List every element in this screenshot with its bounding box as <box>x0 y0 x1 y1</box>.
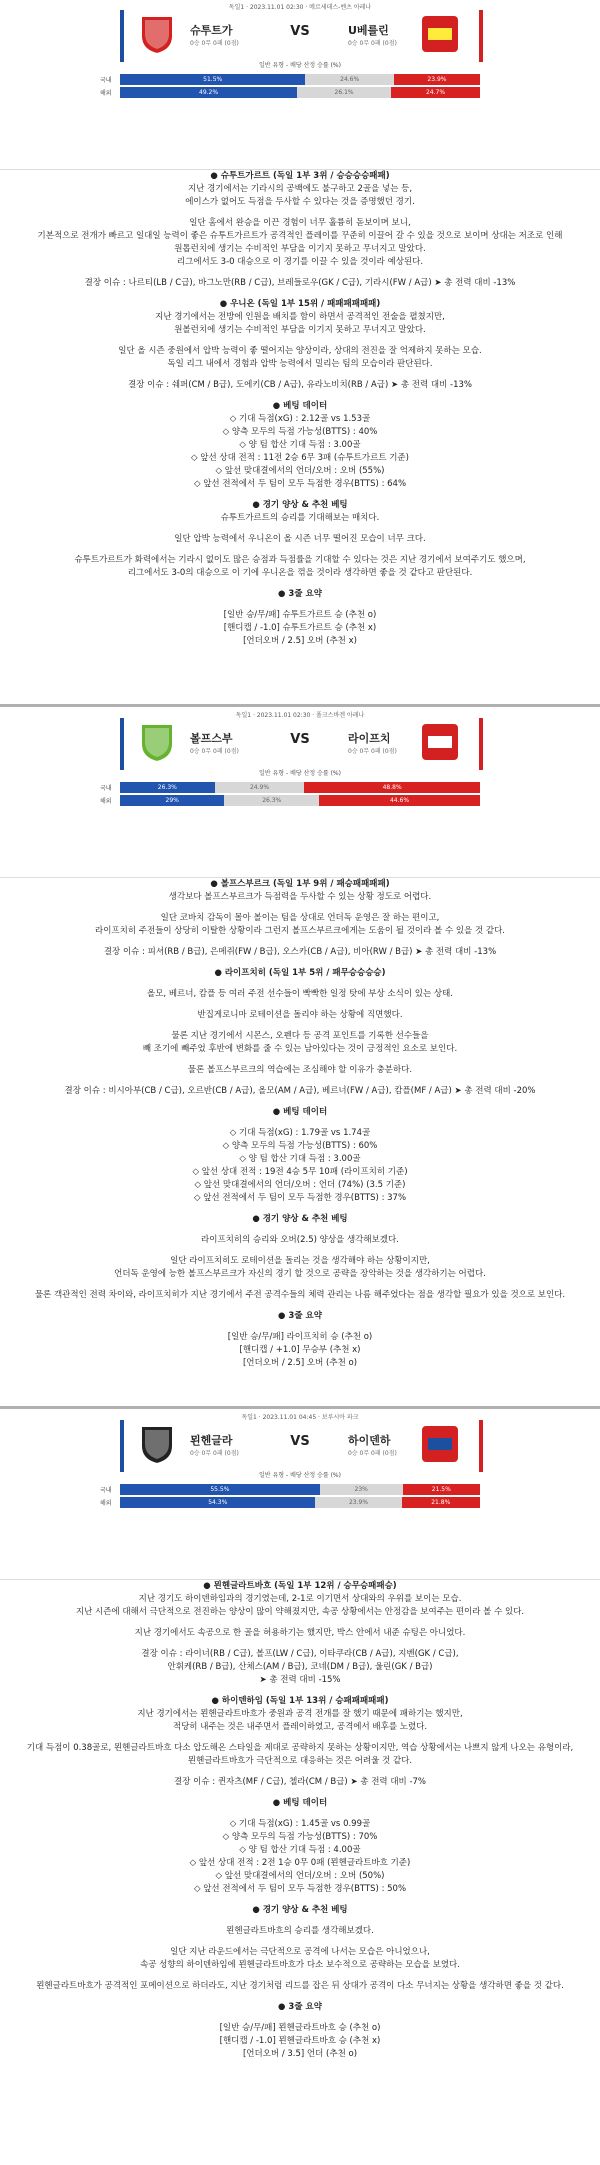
analysis-text <box>0 1580 600 2061</box>
section-heading: ● 3줄 요약 <box>278 2002 322 2012</box>
spacer <box>20 1687 580 1695</box>
analysis-line: 지난 시즌에 대해서 극단적으로 전진하는 양상이 많이 약해졌지만, 속공 상황에서는 안정감을 보여주는 편이라 볼 수 있다. <box>75 1607 525 1617</box>
match-section <box>0 0 600 648</box>
analysis-line: ◇ 기대 득점(xG) : 1.79골 vs 1.74골 <box>229 1128 371 1138</box>
section-heading: ● 라이프치히 (독일 1부 5위 / 패무승승승승) <box>214 968 386 978</box>
analysis-line: ◇ 앞선 맞대결에서의 언더/오버 : 오버 (55%) <box>215 466 385 476</box>
home-team-name: 묀헨글라 <box>190 1434 233 1447</box>
odds-segment: 44.6% <box>319 795 480 806</box>
away-team-name: U베를린 <box>348 24 389 37</box>
odds-segment: 24.6% <box>305 74 394 85</box>
home-team-name: 슈투트가 <box>190 24 233 37</box>
analysis-line: [일반 승/무/패] 라이프치히 승 (추천 o) <box>227 1332 373 1342</box>
odds-row-label: 국내 <box>100 77 112 84</box>
spacer <box>20 1056 580 1064</box>
section-heading: ● 볼프스부르크 (독일 1부 9위 / 패승패패패패) <box>210 879 390 889</box>
analysis-line: ◇ 양측 모두의 득점 가능성(BTTS) : 60% <box>222 1141 378 1151</box>
analysis-line: ◇ 앞선 전적에서 두 팀이 모두 득점한 경우(BTTS) : 37% <box>193 1193 407 1203</box>
spacer <box>20 337 580 345</box>
analysis-line: 결장 이슈 : 비시아부(CB / C급), 오르반(CB / A급), 올모(AM / A급), 베르너(FW / A급), 캄플(MF / A급) ➤ 총 전력 대비 -20% <box>64 1086 536 1096</box>
home-team-record: 0승 0무 0패 (0점) <box>190 1450 239 1457</box>
analysis-line: ◇ 양측 모두의 득점 가능성(BTTS) : 40% <box>222 427 378 437</box>
odds-row <box>120 795 480 806</box>
vs-label: VS <box>290 1434 310 1449</box>
odds-row-label: 국내 <box>100 785 112 792</box>
analysis-line: ◇ 앞선 상대 전적 : 19전 4승 5무 10패 (라이프치히 기준) <box>192 1167 408 1177</box>
spacer <box>20 1734 580 1742</box>
spacer <box>20 1119 580 1127</box>
away-team-name: 하이덴하 <box>348 1434 391 1447</box>
odds-segment: 23.9% <box>394 74 480 85</box>
analysis-line: 일단 올 시즌 중원에서 압박 능력이 좋 떨어지는 양상이라, 상대의 전진을 잘 억제하지 못하는 모습. <box>118 346 482 356</box>
odds-segment: 51.5% <box>120 74 305 85</box>
spacer <box>20 1281 580 1289</box>
analysis-line: 독일 리그 내에서 경험과 압박 능력에서 밀리는 팀의 모습이라 판단된다. <box>167 359 433 369</box>
analysis-line: 기본적으로 전개가 빠르고 일대일 능력이 좋은 슈투트가르트가 공격적인 플레이를 꾸준히 이끌어 갈 수 있을 것으로 보이며 상대는 저조로 인해 <box>37 231 563 241</box>
spacer <box>20 491 580 499</box>
match-card <box>0 1410 600 1580</box>
spacer <box>20 1640 580 1648</box>
odds-header: 일반 유형 - 배당 산정 승률 (%) <box>259 770 341 777</box>
odds-segment: 26.3% <box>224 795 319 806</box>
analysis-line: ◇ 앞선 전적에서 두 팀이 모두 득점한 경우(BTTS) : 50% <box>193 1884 407 1894</box>
analysis-line: ➤ 총 전력 대비 -15% <box>259 1675 341 1685</box>
spacer <box>20 1993 580 2001</box>
analysis-line: [언더오버 / 3.5] 언더 (추천 o) <box>242 2049 358 2059</box>
odds-segment: 54.3% <box>120 1497 315 1508</box>
odds-header: 일반 유형 - 배당 산정 승률 (%) <box>259 1472 341 1479</box>
analysis-line: 결장 이슈 : 퀸자츠(MF / C급), 첼라(CM / B급) ➤ 총 전력 대비 -7% <box>174 1777 426 1787</box>
odds-header: 일반 유형 - 배당 산정 승률 (%) <box>259 62 341 69</box>
analysis-line: 일단 코바치 감독이 몰아 볼이는 팀을 상대로 언더독 운영은 잘 하는 편이고, <box>160 913 440 923</box>
odds-segment: 24.9% <box>215 782 305 793</box>
away-team-logo-icon <box>418 12 462 56</box>
odds-segment: 29% <box>120 795 224 806</box>
analysis-line: 슈투트가르트의 승리를 기대해보는 매치다. <box>220 513 380 523</box>
analysis-line: ◇ 앞선 맞대결에서의 언더/오버 : 언더 (74%) (3.5 기준) <box>194 1180 406 1190</box>
odds-row-label: 해외 <box>100 798 112 805</box>
section-heading: ● 경기 양상 & 추천 베팅 <box>252 1905 348 1915</box>
section-heading: ● 3줄 요약 <box>278 589 322 599</box>
odds-segment: 26.3% <box>120 782 215 793</box>
analysis-line: [언더오버 / 2.5] 오버 (추천 o) <box>242 1358 358 1368</box>
analysis-line: 결장 이슈 : 라이너(RB / C급), 볼프(LW / C급), 이타쿠라(CB / A급), 지벤(GK / C급), <box>141 1649 459 1659</box>
odds-segment: 21.8% <box>402 1497 480 1508</box>
analysis-line: 지난 경기에서는 묀헨글라트바흐가 중원과 공격 전개를 잘 했기 때문에 패하기는 했지만, <box>137 1709 463 1719</box>
spacer <box>20 1098 580 1106</box>
analysis-line: 묀헨글라트바흐의 승리를 생각해보겠다. <box>226 1926 374 1936</box>
analysis-line: 생각보다 볼프스부르크가 득점력을 두사할 수 있는 상황 정도로 어렵다. <box>168 892 432 902</box>
odds-row <box>120 74 480 85</box>
away-team-name: 라이프치 <box>348 732 391 745</box>
spacer <box>20 1302 580 1310</box>
analysis-line: ◇ 기대 득점(xG) : 1.45골 vs 0.99골 <box>229 1819 371 1829</box>
analysis-text <box>0 170 600 648</box>
analysis-line: 지난 경기에서는 전방에 인원을 배치를 함이 하면서 공격적인 전술을 펼쳤지만, <box>155 312 445 322</box>
analysis-line: 에이스가 없어도 득점을 두사할 수 있다는 것을 증명했던 경기. <box>185 197 415 207</box>
analysis-line: ◇ 양 팀 합산 기대 득점 : 3.00골 <box>239 440 361 450</box>
odds-row-label: 해외 <box>100 90 112 97</box>
analysis-line: 묀헨글라트바흐가 극단적으로 대응하는 것은 어려울 것 같다. <box>187 1756 413 1766</box>
spacer <box>20 1810 580 1818</box>
section-heading: ● 베팅 데이터 <box>272 401 328 411</box>
vs-label: VS <box>290 24 310 39</box>
spacer <box>20 371 580 379</box>
home-team-record: 0승 0무 0패 (0점) <box>190 748 239 755</box>
spacer <box>20 392 580 400</box>
spacer <box>20 1001 580 1009</box>
analysis-line: 라이프치히 주전들이 상당히 이탈한 상황이라 그런지 볼프스부르크에게는 도움이 될 것이라 볼 수 있을 것 같다. <box>94 926 506 936</box>
match-card <box>0 708 600 878</box>
odds-row <box>120 1497 480 1508</box>
section-heading: ● 우니온 (독일 1부 15위 / 패패패패패패) <box>219 299 381 309</box>
analysis-line: 원톱런치에 생기는 수비적인 부담을 이기지 못하고 무너지고 말았다. <box>174 244 426 254</box>
analysis-line: [일반 승/무/패] 묀헨글라트바흐 승 (추천 o) <box>219 2023 381 2033</box>
analysis-line: ◇ 앞선 상대 전적 : 11전 2승 6무 3패 (슈투트가르트 기준) <box>191 453 409 463</box>
analysis-line: 적당히 내주는 것은 내주면서 플레이하였고, 공격에서 배후를 노렸다. <box>172 1722 428 1732</box>
section-heading: ● 경기 양상 & 추천 베팅 <box>252 1214 348 1224</box>
match-meta: 독일1 · 2023.11.01 02:30 · 폴크스바겐 아레나 <box>235 712 365 719</box>
analysis-line: [핸디캡 / +1.0] 무승부 (추천 x) <box>239 1345 361 1355</box>
spacer <box>20 1022 580 1030</box>
spacer <box>20 1789 580 1797</box>
section-heading: ● 3줄 요약 <box>278 1311 322 1321</box>
section-heading: ● 경기 양상 & 추천 베팅 <box>252 500 348 510</box>
match-section <box>0 708 600 1370</box>
spacer <box>20 1938 580 1946</box>
spacer <box>20 1972 580 1980</box>
spacer <box>20 209 580 217</box>
analysis-text <box>0 878 600 1370</box>
spacer <box>20 938 580 946</box>
spacer <box>20 1619 580 1627</box>
analysis-line: 라이프치히의 승리와 오버(2.5) 양상을 생각해보겠다. <box>201 1235 399 1245</box>
analysis-line: 일단 지난 라운드에서는 극단적으로 공격에 나서는 모습은 아니었으나, <box>170 1947 430 1957</box>
analysis-line: 빼 조기에 빼주었 후반에 변화를 줄 수 있는 남아있다는 것이 긍정적인 요소로 보인다. <box>142 1044 458 1054</box>
analysis-line: ◇ 앞선 맞대결에서의 언더/오버 : 오버 (50%) <box>215 1871 385 1881</box>
section-heading: ● 묀헨글라트바흐 (독일 1부 12위 / 승무승패패승) <box>203 1581 397 1591</box>
match-card <box>0 0 600 170</box>
analysis-line: ◇ 양 팀 합산 기대 득점 : 4.00골 <box>239 1845 361 1855</box>
section-heading: ● 베팅 데이터 <box>272 1798 328 1808</box>
spacer <box>20 959 580 967</box>
analysis-line: 지난 경기에서는 기라시의 공백에도 불구하고 2골을 넣는 등, <box>187 184 413 194</box>
section-divider <box>0 704 600 707</box>
away-team-record: 0승 0무 0패 (0점) <box>348 40 397 47</box>
analysis-line: [핸디캡 / -1.0] 슈투트가르트 승 (추천 x) <box>223 623 377 633</box>
odds-segment: 55.5% <box>120 1484 320 1495</box>
section-heading: ● 베팅 데이터 <box>272 1107 328 1117</box>
analysis-line: 지난 경기에서도 속공으로 한 골을 허용하기는 했지만, 박스 안에서 내준 슈팅은 아니었다. <box>134 1628 466 1638</box>
analysis-line: [핸디캡 / -1.0] 묀헨글라트바흐 승 (추천 x) <box>219 2036 381 2046</box>
spacer <box>20 1768 580 1776</box>
odds-segment: 49.2% <box>120 87 297 98</box>
analysis-line: 물론 지난 경기에서 시몬스, 오펜다 등 공격 포인트를 기록한 선수들을 <box>171 1031 429 1041</box>
spacer <box>20 1323 580 1331</box>
spacer <box>20 580 580 588</box>
analysis-line: 리그에서도 3-0의 대승으로 이 기에 우니온을 꺾을 것이라 생각하면 좋을 것 같다고 판단된다. <box>127 568 473 578</box>
spacer <box>20 1077 580 1085</box>
odds-segment: 26.1% <box>297 87 391 98</box>
spacer <box>20 1226 580 1234</box>
section-divider <box>0 1406 600 1409</box>
analysis-line: 결장 이슈 : 피셔(RB / B급), 은메쥐(FW / B급), 오스카(CB / A급), 비아(RW / B급) ➤ 총 전력 대비 -13% <box>103 947 497 957</box>
spacer <box>20 1896 580 1904</box>
analysis-line: 언더독 운영에 능한 볼프스부르크가 자신의 경기 할 것으로 공략을 장악하는 것을 생각하기는 어렵다. <box>114 1269 486 1279</box>
section-heading: ● 하이덴하임 (독일 1부 13위 / 승패패패패패) <box>211 1696 389 1706</box>
spacer <box>20 980 580 988</box>
analysis-line: 반집게로니마 로테이션을 돌리야 하는 상황에 직면했다. <box>197 1010 403 1020</box>
home-team-record: 0승 0무 0패 (0점) <box>190 40 239 47</box>
away-team-logo-icon <box>418 1422 462 1466</box>
spacer <box>20 2014 580 2022</box>
analysis-line: ◇ 양측 모두의 득점 가능성(BTTS) : 70% <box>222 1832 378 1842</box>
analysis-line: 안휘케(RB / B급), 산체스(AM / B급), 코네(DM / B급), 울린(GK / B급) <box>167 1662 433 1672</box>
analysis-line: 일단 홈에서 완승을 이끈 경험이 너무 훌륭히 돋보이며 보니, <box>189 218 411 228</box>
odds-segment: 21.5% <box>403 1484 480 1495</box>
analysis-line: 결장 이슈 : 나르티(LB / C급), 바그노만(RB / C급), 브레들로우(GK / C급), 기라시(FW / A급) ➤ 총 전력 대비 -13% <box>84 278 516 288</box>
away-team-logo-icon <box>418 720 462 764</box>
analysis-line: 기대 득점이 0.38골로, 묀헨글라트바흐 다소 압도해온 스타일을 제대로 공략하지 못하는 상황이지만, 역습 상황에서는 나쁘지 않게 나오는 유형이라, <box>26 1743 574 1753</box>
analysis-line: 물론 객관적인 전력 차이와, 라이프치히가 지난 경기에서 주전 공격수들의 체력 관리는 나름 해주었다는 점을 생각할 필요가 있을 것으로 보인다. <box>34 1290 566 1300</box>
home-team-name: 볼프스부 <box>190 732 233 745</box>
away-team-record: 0승 0무 0패 (0점) <box>348 1450 397 1457</box>
match-section <box>0 1410 600 2061</box>
odds-segment: 24.7% <box>391 87 480 98</box>
spacer <box>20 1205 580 1213</box>
analysis-line: 일단 압박 능력에서 우니온이 올 시즌 너무 떨어진 모습이 너무 크다. <box>174 534 426 544</box>
analysis-line: ◇ 기대 득점(xG) : 2.12골 vs 1.53골 <box>229 414 371 424</box>
odds-row-label: 국내 <box>100 1487 112 1494</box>
section-heading: ● 슈투트가르트 (독일 1부 3위 / 승승승승패패) <box>210 171 390 181</box>
vs-label: VS <box>290 732 310 747</box>
analysis-line: 원볼런치에 생기는 수비적인 부담을 이기지 못하고 무너지고 말았다. <box>174 325 426 335</box>
match-meta: 독일1 · 2023.11.01 04:45 · 보루시아 파크 <box>241 1414 359 1421</box>
odds-row <box>120 1484 480 1495</box>
odds-segment: 23% <box>320 1484 403 1495</box>
analysis-line: ◇ 앞선 전적에서 두 팀이 모두 득점한 경우(BTTS) : 64% <box>193 479 407 489</box>
analysis-line: [일반 승/무/패] 슈투트가르트 승 (추천 o) <box>223 610 377 620</box>
spacer <box>20 525 580 533</box>
analysis-line: 올모, 베르너, 캄플 등 여러 주전 선수들이 빡빡한 일정 탓에 부상 소식이 있는 상태. <box>147 989 453 999</box>
analysis-line: [언더오버 / 2.5] 오버 (추천 x) <box>243 636 357 646</box>
analysis-line: ◇ 양 팀 합산 기대 득점 : 3.00골 <box>239 1154 361 1164</box>
odds-segment: 23.9% <box>315 1497 401 1508</box>
analysis-line: 슈투트가르트가 화력에서는 기라시 없이도 많은 승점과 득점률을 기대할 수 있다는 것은 지난 경기에서 보여주기도 했으며, <box>74 555 526 565</box>
analysis-line: 지난 경기도 하이덴하임과의 경기였는데, 2-1로 이기면서 상대와의 우위를 보이는 모습. <box>138 1594 462 1604</box>
odds-row <box>120 782 480 793</box>
spacer <box>20 269 580 277</box>
analysis-line: 리그에서도 3-0 대승으로 이 경기를 이끌 수 있을 것이라 예상된다. <box>176 257 424 267</box>
analysis-line: 묀헨글라트바흐가 공격적인 포메이션으로 하더라도, 지난 경기처럼 리드를 잡은 뒤 상대가 공격이 다소 무너지는 상황을 생각하면 좋을 것 같다. <box>36 1981 564 1991</box>
away-team-record: 0승 0무 0패 (0점) <box>348 748 397 755</box>
spacer <box>20 1247 580 1255</box>
analysis-line: ◇ 앞선 상대 전적 : 2전 1승 0무 0패 (묀헨글라트바흐 기준) <box>189 1858 411 1868</box>
analysis-line: 속공 성향의 하이덴하임에 묀헨글라트바흐가 다소 보수적으로 공략하는 모습을 보였다. <box>140 1960 460 1970</box>
spacer <box>20 601 580 609</box>
analysis-line: 결장 이슈 : 쉐퍼(CM / B급), 도에키(CB / A급), 유라노비치(RB / A급) ➤ 총 전력 대비 -13% <box>128 380 472 390</box>
spacer <box>20 546 580 554</box>
spacer <box>20 904 580 912</box>
match-meta: 독일1 · 2023.11.01 02:30 · 메르세데스-벤츠 아레나 <box>228 4 372 11</box>
odds-row <box>120 87 480 98</box>
analysis-line: 물론 볼프스부르크의 역습에는 조심해야 할 이유가 충분하다. <box>187 1065 413 1075</box>
spacer <box>20 290 580 298</box>
odds-row-label: 해외 <box>100 1500 112 1507</box>
spacer <box>20 1917 580 1925</box>
odds-segment: 48.8% <box>304 782 480 793</box>
analysis-line: 일단 라이프치히도 로테이션을 돌리는 것을 생각해야 하는 상황이지만, <box>170 1256 430 1266</box>
